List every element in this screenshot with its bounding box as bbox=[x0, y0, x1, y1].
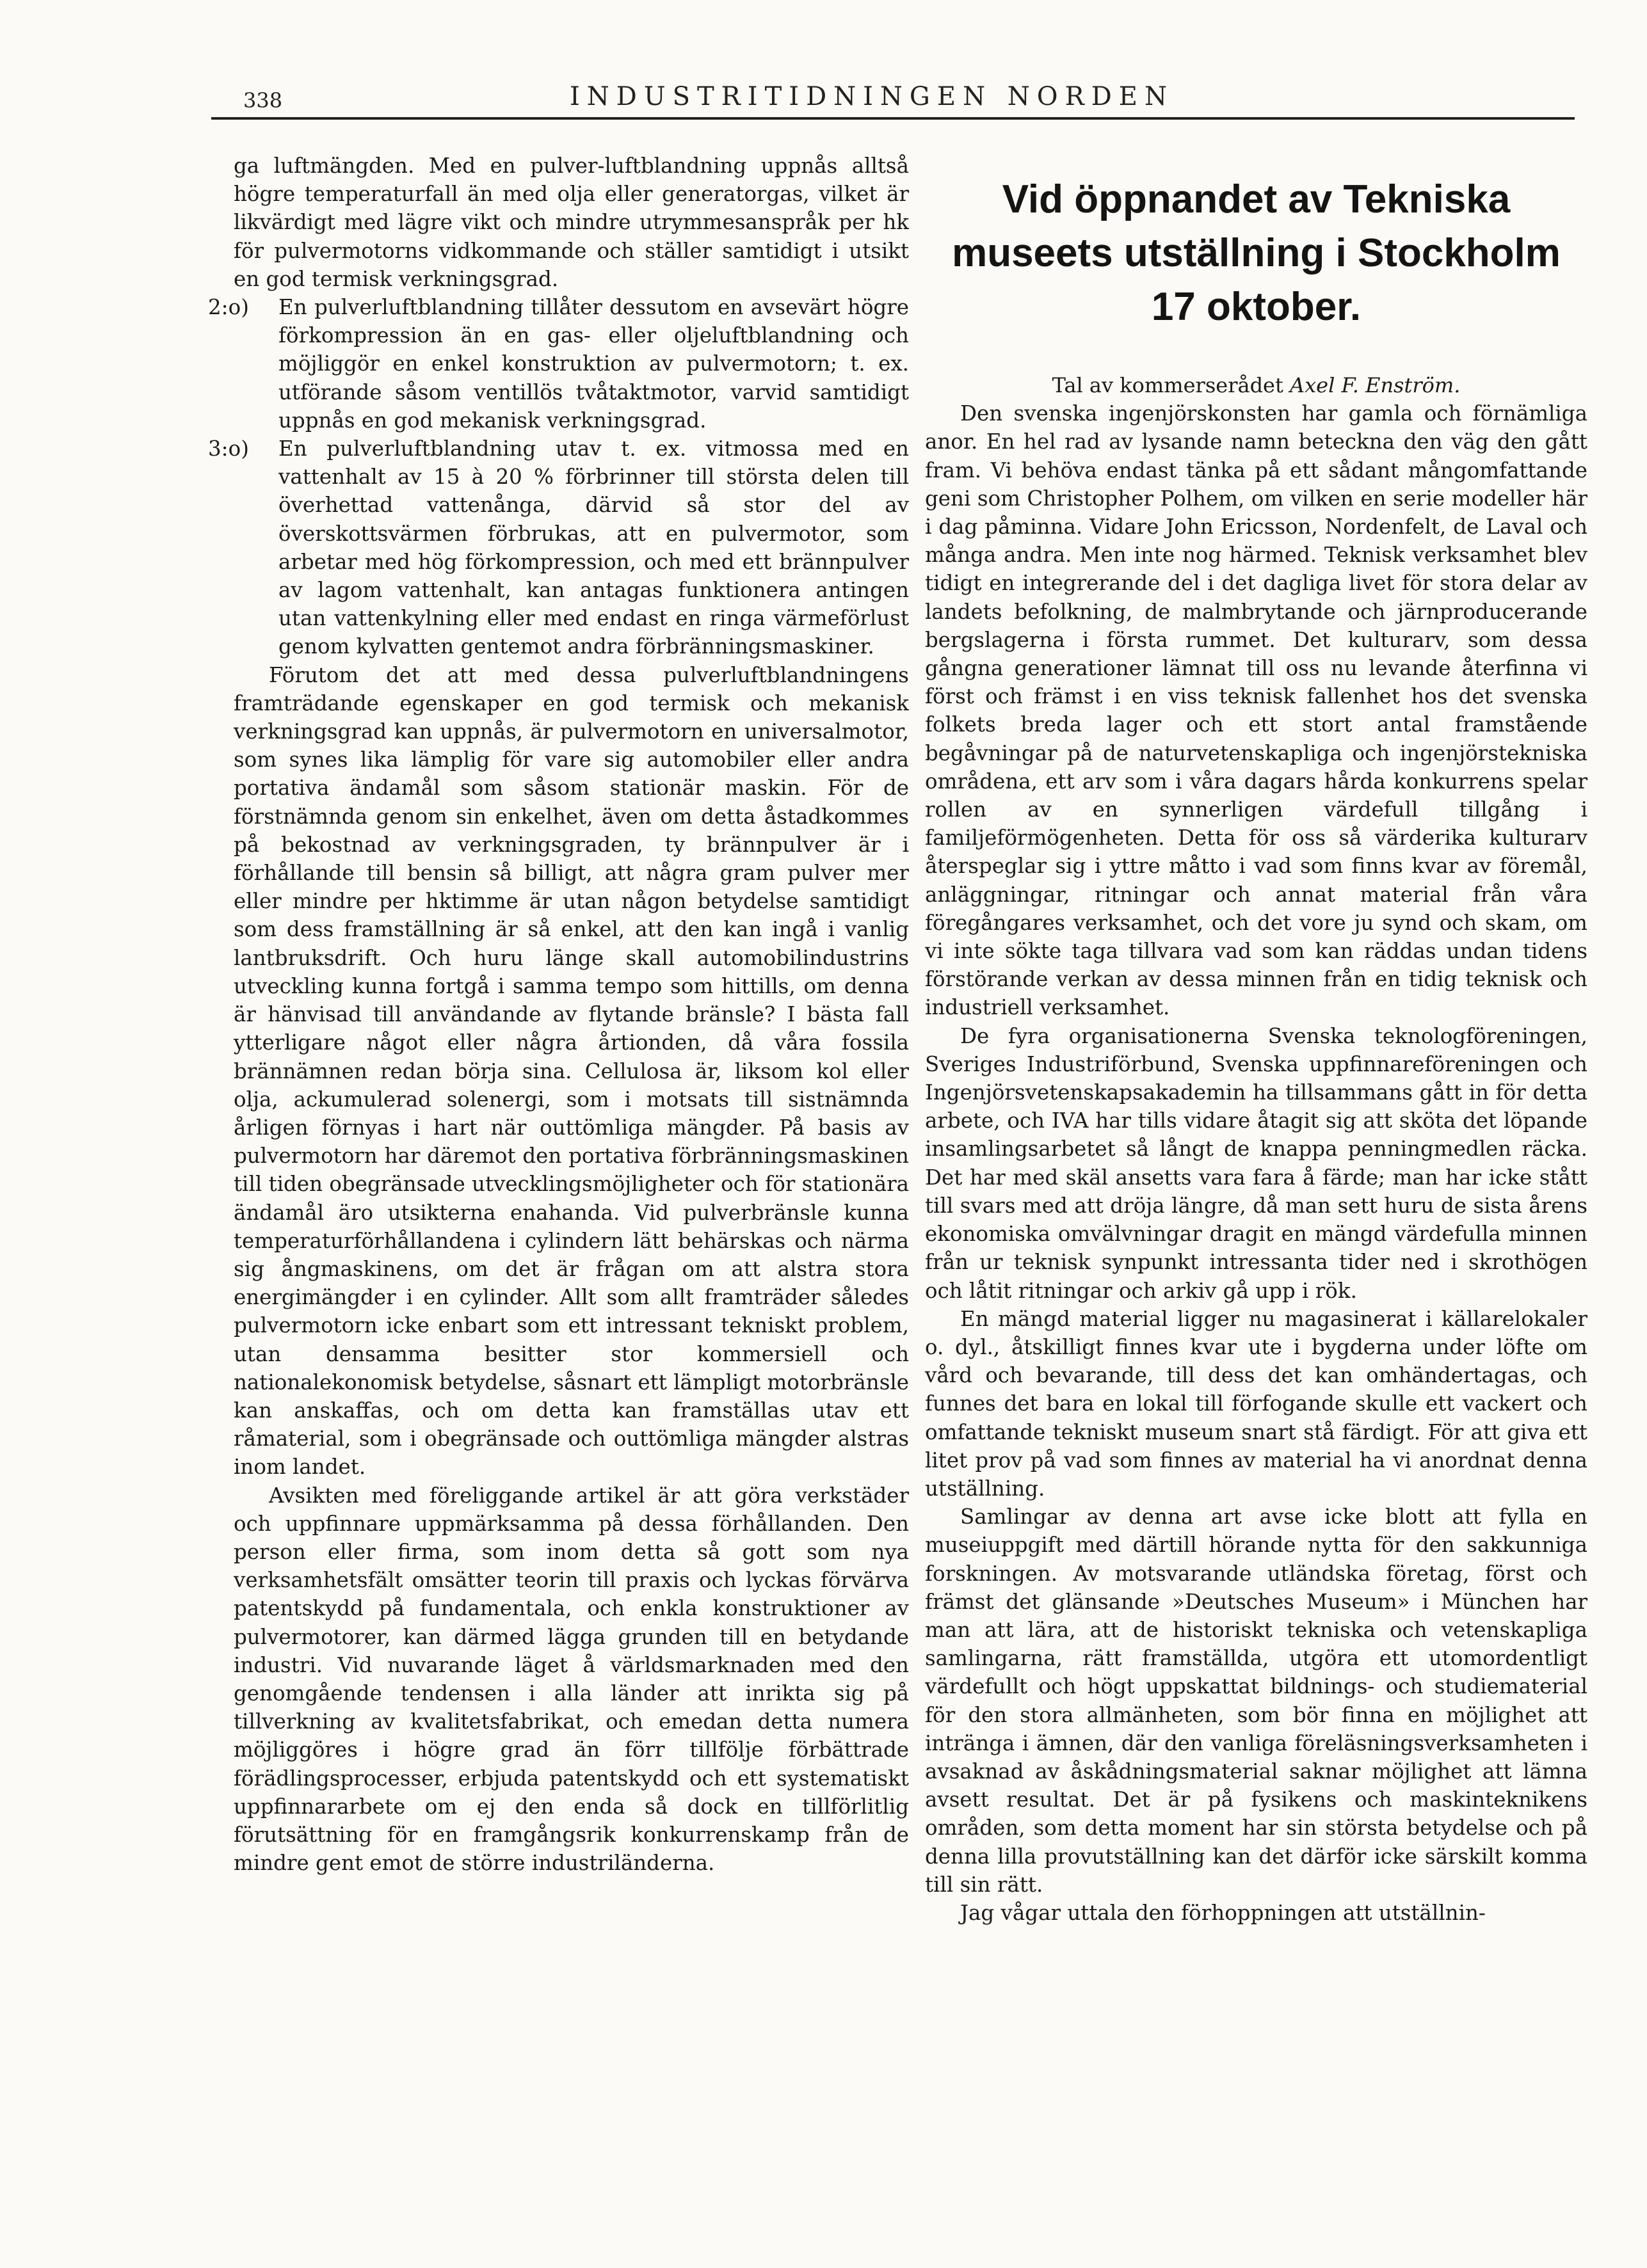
body-paragraph: Jag vågar uttala den förhoppningen att utställnin- bbox=[960, 1900, 1486, 1925]
page-number: 338 bbox=[243, 88, 283, 113]
list-item-text: En pulverluftblandning utav t. ex. vitmossa med en vattenhalt av 15 à 20 % förbrinner till största delen till överhettad vattenånga, därvid så stor del av överskottsvärmen förbrukas, att en pulvermotor, som arbetar med hög förkompression, och med ett brännpulver av lagom vattenhalt, kan antagas funktionera antingen utan vattenkylning eller med endast en ringa värmeförlust genom kylvatten gentemot andra förbränningsmaskiner. bbox=[278, 436, 909, 659]
byline bbox=[925, 371, 1587, 399]
list-item bbox=[208, 435, 909, 661]
running-title: INDUSTRITIDNINGEN NORDEN bbox=[570, 82, 1174, 111]
list-item-text: En pulverluftblandning tillåter dessutom en avsevärt högre förkompression än en gas- eller oljeluftblandning och möjliggör en enkel konstruktion av pulvermotorn; t. ex. utförande såsom ventillös tvåtaktmotor, varvid samtidigt uppnås en god mekanisk verkningsgrad. bbox=[278, 295, 909, 433]
body-paragraph: Den svenska ingenjörskonsten har gamla och förnämliga anor. En hel rad av lysande namn beteckna den väg den gått fram. Vi behöva endast tänka på ett sådant mångomfattande geni som Christopher Polhem, om vilken en serie modeller här i dag påminna. Vidare John Ericsson, Nordenfelt, de Laval och många andra. Men inte nog härmed. Teknisk verksamhet blev tidigt en integrerande del i det dagliga livet för stora delar av landets befolkning, de malmbrytande och järnproducerande bergslagerna i första rummet. Det kulturarv, som dessa gångna generationer lämnat till oss nu levande återfinna vi först och främst i en viss teknisk fallenhet hos det svenska folkets breda lager och ett stort antal framstående begåvningar på de naturvetenskapliga och ingenjörstekniska områdena, ett arv som i våra dagars hårda konkurrens spelar rollen av en synnerligen värdefull tillgång i familjeförmögenheten. Detta för oss så värderika kulturarv återspeglar sig i yttre måtto i vad som finns kvar av föremål, anläggningar, ritningar och annat material från våra föregångares verksamhet, och det vore ju synd och skam, om vi inte sökte taga tillvara vad som kan räddas undan tidens förstörande verkan av dessa minnen från en tidig teknisk och industriell verksamhet. bbox=[925, 401, 1587, 1020]
body-paragraph: En mängd material ligger nu magasinerat i källarelokaler o. dyl., åtskilligt finnes kvar ute i bygderna under löfte om vård och bevarande, till dess det kan omhändertagas, och funnes det bara en lokal till förfogande skulle ett vackert och omfattande tekniskt museum snart stå färdigt. För att giva ett litet prov på vad som finnes av material ha vi anordnat denna utställning. bbox=[925, 1306, 1587, 1501]
byline-prefix: Tal av kommerserådet bbox=[1052, 373, 1283, 397]
article-headline: Vid öppnandet av Tekniska museets utställning i Stockholm 17 oktober. bbox=[952, 177, 1561, 329]
list-marker: 3:o) bbox=[208, 436, 249, 461]
byline-author: Axel F. Enström. bbox=[1290, 373, 1461, 397]
body-paragraph: Samlingar av denna art avse icke blott att fylla en museiuppgift med därtill hörande nytta för den sakkunniga forskningen. Av motsvarande utländska företag, först och främst det glänsande »Deutsches Museum» i München har man att lära, att de historiskt tekniska och vetenskapliga samlingarna, rätt framställda, utgöra ett utomordentligt värdefullt och högt uppskattat bildnings- och studiematerial för den stora allmänheten, som bör finna en möjlighet att intränga i ämnen, där den vanliga föreläsningsverksamheten i avsaknad av åskådningsmaterial saknar möjlighet att lämna avsett resultat. Det är på fysikens och maskinteknikens områden, som detta moment har sin största betydelse och på denna lilla provutställning kan det därför icke särskilt komma till sin rätt. bbox=[925, 1505, 1587, 1897]
list-item bbox=[208, 293, 909, 435]
header-rule bbox=[211, 117, 1575, 120]
page-header bbox=[211, 82, 1575, 120]
list-marker: 2:o) bbox=[208, 295, 249, 320]
body-paragraph: De fyra organisationerna Svenska teknologföreningen, Sveriges Industriförbund, Svenska uppfinnareföreningen och Ingenjörsvetenskapsakademin ha tillsammans gått in för detta arbete, och IVA har tills vidare åtagit sig att sköta det löpande insamlingsarbetet så långt de knappa penningmedlen räcka. Det har med skäl ansetts vara fara å färde; man har icke stått till svars med att dröja längre, då man sett huru de sista årens ekonomiska omvälvningar dragit en mängd värdefulla minnen från ur teknisk synpunkt intressanta tider ned i skrothögen och låtit ritningar och arkiv gå upp i rök. bbox=[925, 1023, 1587, 1303]
left-column bbox=[208, 152, 909, 1877]
right-column bbox=[925, 173, 1587, 1927]
body-paragraph: Förutom det att med dessa pulverluftblandningens framträdande egenskaper en god termisk och mekanisk verkningsgrad kan uppnås, är pulvermotorn en universalmotor, som synes lika lämplig för vare sig automobiler eller andra portativa ändamål som såsom stationär maskin. För de förstnämnda genom sin enkelhet, även om detta åstadkommes på bekostnad av verkningsgraden, ty brännpulver är i förhållande till bensin så billigt, att några gram pulver mer eller mindre per hktimme är utan någon betydelse samtidigt som dess framställning är så enkel, att den kan ingå i vanlig lantbruksdrift. Och huru länge skall automobilindustrins utveckling kunna fortgå i samma tempo som hittills, om denna är hänvisad till användande av flytande bränsle? I bästa fall ytterligare något eller några årtionden, då våra fossila brännämnen redan börja sina. Cellulosa är, liksom kol eller olja, ackumulerad solenergi, som i motsats till sistnämnda årligen förnyas i hart när outtömliga mängder. På basis av pulvermotorn har däremot den portativa förbränningsmaskinen till tiden obegränsade utvecklingsmöjligheter och för stationära ändamål äro utsikterna enahanda. Vid pulverbränsle kunna temperaturförhållandena i cylindern lätt behärskas och närma sig ångmaskinens, om det är frågan om att alstra stora energimängder i en cylinder. Allt som allt framträder således pulvermotorn icke enbart som ett intressant tekniskt problem, utan densamma besitter stor kommersiell och nationalekonomisk betydelse, såsnart ett lämpligt motorbränsle kan anskaffas, och om detta kan framställas utav ett råmaterial, som i obegränsade och outtömliga mängder alstras inom landet. bbox=[234, 662, 909, 1480]
body-paragraph: Avsikten med föreliggande artikel är att göra verkstäder och uppfinnare uppmärksamma på dessa förhållanden. Den person eller firma, som inom detta så gott som nya verksamhetsfält omsätter teorin till praxis och lyckas förvärva patentskydd på fundamentala, och enkla konstruktioner av pulvermotorer, kan därmed lägga grunden till en betydande industri. Vid nuvarande läget å världsmarknaden med den genomgående tendensen i alla länder att inrikta sig på tillverkning av kvalitetsfabrikat, och emedan detta numera möjliggöres i högre grad än förr tillfölje förbättrade förädlingsprocesser, erbjuda patentskydd och ett systematiskt uppfinnararbete om ej den enda så dock en tillförlitlig förutsättning för en framgångsrik konkurrenskamp från de mindre gent emot de större industriländerna. bbox=[234, 1483, 909, 1876]
intro-paragraph: ga luftmängden. Med en pulver-luftblandning uppnås alltså högre temperaturfall än med olja eller generatorgas, vilket är likvärdigt med lägre vikt och mindre utrymmesanspråk per hk för pulvermotorns vidkommande och ställer samtidigt i utsikt en god termisk verkningsgrad. bbox=[234, 154, 909, 291]
